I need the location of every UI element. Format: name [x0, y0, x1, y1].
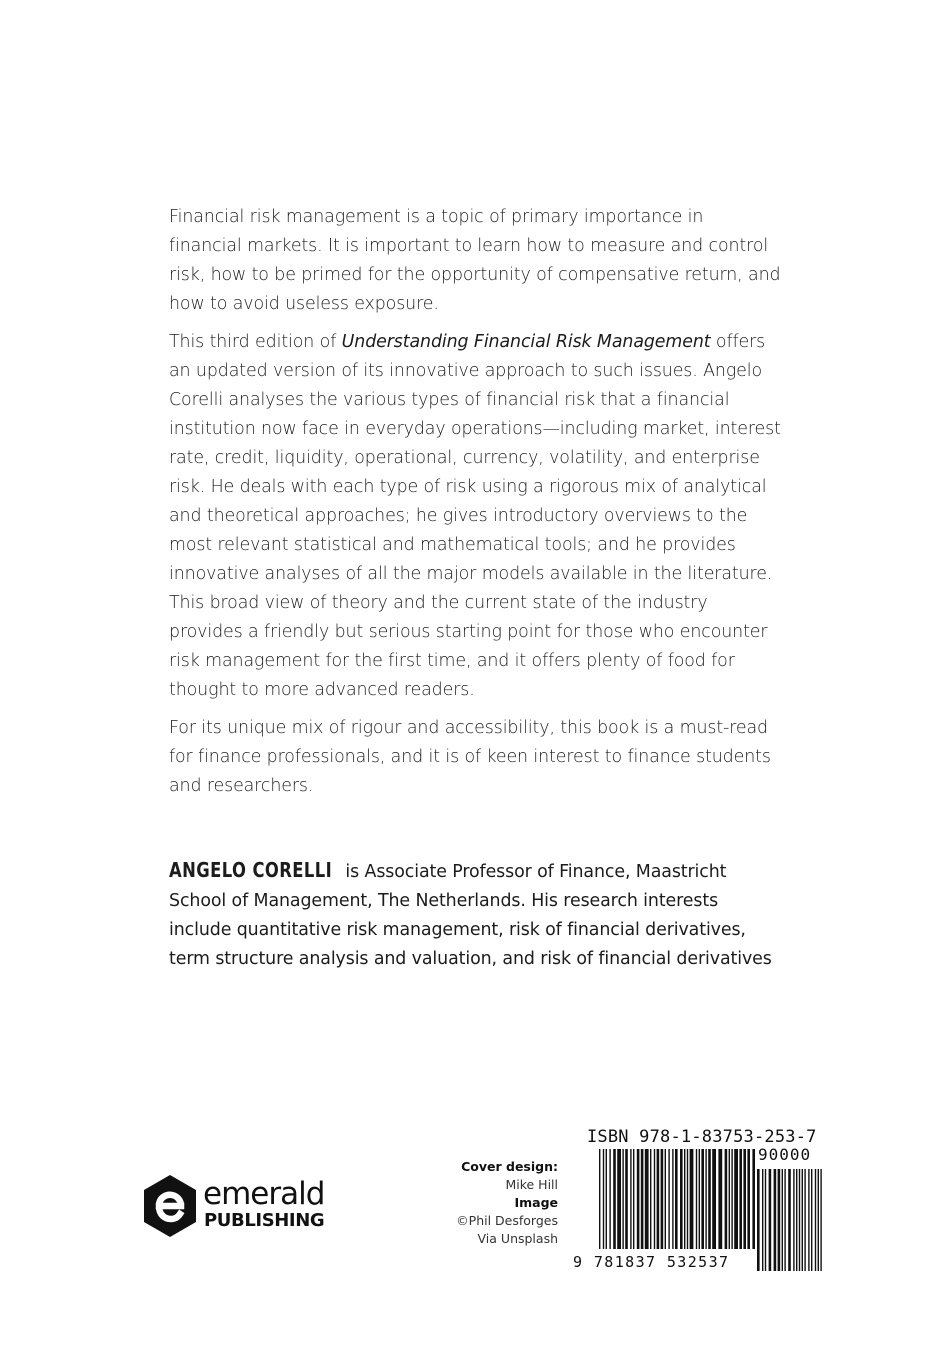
barcode-bar [731, 1149, 732, 1249]
cover-designer: Mike Hill [505, 1177, 558, 1192]
image-credit: ©Phil Desforges [456, 1213, 558, 1228]
addon-bar [778, 1169, 781, 1271]
barcode-bar [661, 1149, 664, 1249]
barcode-bar [729, 1149, 730, 1249]
addon-bar [765, 1169, 766, 1271]
barcode-bar [622, 1149, 623, 1249]
barcode-bar [637, 1149, 640, 1249]
barcode-bar [734, 1149, 738, 1249]
addon-bar [820, 1169, 821, 1271]
publisher-name: emerald [203, 1176, 325, 1212]
addon-bar [757, 1169, 760, 1271]
addon-bar [815, 1169, 816, 1271]
barcode-bar [718, 1149, 722, 1249]
addon-bar [784, 1169, 785, 1271]
barcode-bar [613, 1149, 616, 1249]
barcode-bar [743, 1149, 746, 1249]
blurb-paragraph-3: For its unique mix of rigour and accessibility, this book is a must-read for finance professionals, and it is of keen interest to finance students and researchers. [169, 718, 771, 796]
barcode-bar [599, 1149, 600, 1249]
book-title: Understanding Financial Risk Management [341, 332, 711, 352]
barcode-bar [665, 1149, 666, 1249]
addon-bar [769, 1169, 772, 1271]
barcode-bar [617, 1149, 621, 1249]
publisher-subname: PUBLISHING [204, 1210, 325, 1231]
addon-bar [808, 1169, 809, 1271]
barcode-bar [680, 1149, 683, 1249]
barcode-bar [668, 1149, 669, 1249]
addon-bar [782, 1169, 783, 1271]
addon-bar [774, 1169, 777, 1271]
barcode-bar [609, 1149, 610, 1249]
author-name: ANGELO CORELLI [169, 858, 333, 882]
barcode-bar [752, 1149, 755, 1249]
addon-bar [762, 1169, 763, 1271]
addon-bar [802, 1169, 803, 1271]
barcode-bar [684, 1149, 685, 1249]
addon-bar [818, 1169, 819, 1271]
barcode-bar [657, 1149, 660, 1249]
barcode-bar [690, 1149, 694, 1249]
price-code: 90000 [758, 1145, 812, 1164]
barcode-bar [650, 1149, 651, 1249]
addon-bar [804, 1169, 805, 1271]
barcode-bar [699, 1149, 700, 1249]
blurb-paragraph-1: Financial risk management is a topic of primary importance in financial markets. It is important to learn how to measure and control risk, how to be primed for the opportunity of compensative return, and how to avoid useless exposure. [169, 207, 781, 314]
barcode-bar [701, 1149, 704, 1249]
barcode-bar [630, 1149, 631, 1249]
barcode-bar [725, 1149, 728, 1249]
barcode-bar [606, 1149, 607, 1249]
barcode-bar [712, 1149, 716, 1249]
image-label: Image [514, 1195, 558, 1210]
addon-bar [793, 1169, 794, 1271]
barcode-bar [687, 1149, 688, 1249]
barcode-bar [645, 1149, 649, 1249]
barcode-bar [739, 1149, 742, 1249]
addon-bar [788, 1169, 791, 1271]
barcode-bar [603, 1149, 604, 1249]
barcode-bar [696, 1149, 697, 1249]
blurb-paragraph-2 [169, 328, 781, 705]
blurb [169, 203, 781, 810]
addon-bar [811, 1169, 812, 1271]
barcode-bar [747, 1149, 750, 1249]
author-bio-text: is Associate Professor of Finance, Maastricht School of Management, The Netherlands. His research interests include quantitative risk management, risk of financial derivatives, term structure analysis and valuation, and risk of financial derivatives [169, 862, 772, 969]
ean-number: 9 781837 532537 [573, 1253, 730, 1271]
emerald-hexagon-icon [141, 1173, 199, 1239]
barcode-bar [654, 1149, 655, 1249]
barcode-bar [672, 1149, 673, 1249]
addon-bar [799, 1169, 800, 1271]
addon-bar [796, 1169, 797, 1271]
author-bio [169, 856, 781, 974]
blurb-p2-body: offers an updated version of its innovative approach to such issues. Angelo Corelli analyses the various types of financial risk that a financial institution now face in everyday operations—including market, interest rate, credit, liquidity, operational, currency, volatility, and enterprise risk. He deals with each type of risk using a rigorous mix of analytical and theoretical approaches; he gives introductory overviews to the most relevant statistical and mathematical tools; and he provides innovative analyses of all the major models available in the literature. This broad view of theory and the current state of the industry provides a friendly but serious starting point for those who encounter risk management for the first time, and it offers plenty of food for thought to more advanced readers. [169, 332, 781, 700]
isbn-text: ISBN 978-1-83753-253-7 [587, 1127, 817, 1147]
barcode-bar [705, 1149, 706, 1249]
blurb-p2-intro: This third edition of [169, 332, 342, 352]
barcode-bar [675, 1149, 678, 1249]
barcode-bar [633, 1149, 634, 1249]
publisher-logo [141, 1173, 341, 1245]
barcode-bar [625, 1149, 628, 1249]
cover-design-label: Cover design: [461, 1159, 558, 1174]
barcode-bar [708, 1149, 711, 1249]
barcode-bar [641, 1149, 644, 1249]
credits [400, 1158, 558, 1248]
image-source: Via Unsplash [477, 1231, 558, 1246]
